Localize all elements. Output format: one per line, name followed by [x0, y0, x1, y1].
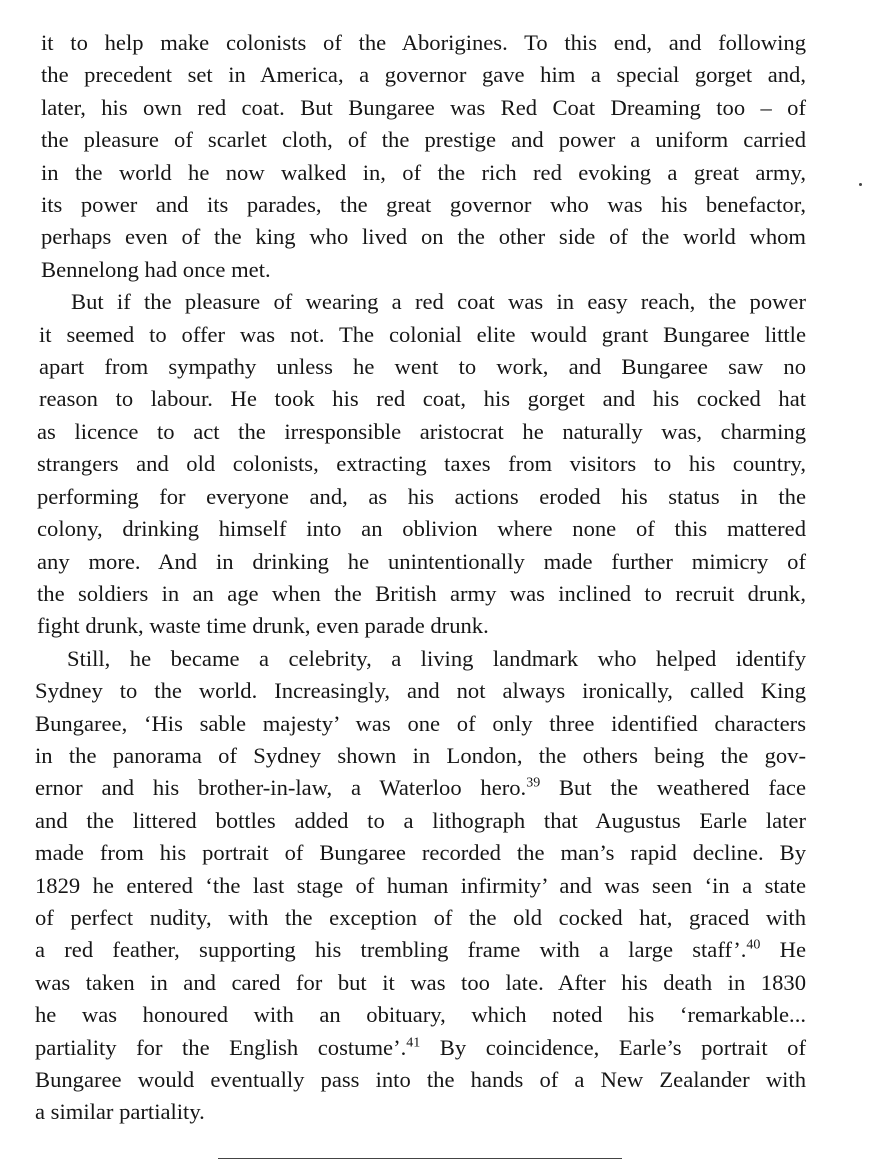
text-line: perhaps even of the king who lived on the other side of the world whom [41, 224, 806, 250]
page-bottom-rule [218, 1158, 622, 1159]
text-line: Sydney to the world. Increasingly, and not always ironically, called King [35, 678, 806, 704]
text-line: was taken in and cared for but it was too late. After his death in 1830 [35, 969, 806, 995]
text-line: the pleasure of scarlet cloth, of the prestige and power a uniform carried [41, 127, 806, 153]
footnote-marker: 39 [526, 775, 541, 791]
text-line: fight drunk, waste time drunk, even parade drunk. [37, 613, 489, 639]
text-line: 1829 he entered ‘the last stage of human infirmity’ and was seen ‘in a state [35, 872, 806, 898]
text-line: colony, drinking himself into an oblivion where none of this mattered [37, 516, 806, 542]
paragraph-first-line: But if the pleasure of wearing a red coat was in easy reach, the power [71, 289, 806, 315]
text-line: made from his portrait of Bungaree recorded the man’s rapid decline. By [35, 840, 806, 866]
text-line: reason to labour. He took his red coat, his gorget and his cocked hat [39, 386, 806, 412]
footnote-marker: 41 [406, 1035, 421, 1051]
text-line: performing for everyone and, as his actions eroded his status in the [37, 483, 806, 509]
text-segment: But the weathered face [540, 775, 806, 801]
text-line: it to help make colonists of the Aborigines. To this end, and following [41, 30, 806, 55]
text-line: any more. And in drinking he unintentionally made further mimicry of [37, 548, 806, 574]
text-line: of perfect nudity, with the exception of the old cocked hat, graced with [35, 904, 806, 930]
text-line: in the panorama of Sydney shown in London, the others being the gov- [35, 742, 806, 768]
text-line: strangers and old colonists, extracting taxes from visitors to his country, [37, 451, 806, 477]
text-segment: partiality for the English costume’. [35, 1034, 407, 1060]
paragraph-first-line: Still, he became a celebrity, a living landmark who helped identify [67, 645, 806, 671]
text-segment: He [760, 937, 806, 963]
text-line: Bungaree, ‘His sable majesty’ was one of only three identified characters [35, 710, 806, 736]
text-line: the soldiers in an age when the British army was inclined to recruit drunk, [37, 580, 806, 606]
text-line [34, 934, 806, 966]
text-segment: By coincidence, Earle’s portrait of [420, 1034, 806, 1060]
body-text [34, 27, 806, 1129]
text-line: as licence to act the irresponsible aristocrat he naturally was, charming [37, 418, 806, 444]
footnote-marker: 40 [746, 937, 761, 953]
text-segment: a red feather, supporting his trembling frame with a large staff’. [35, 937, 747, 963]
text-line: it seemed to offer was not. The colonial elite would grant Bungaree little [39, 321, 806, 347]
text-line [34, 1032, 806, 1064]
text-line: in the world he now walked in, of the rich red evoking a great army, [41, 159, 806, 185]
text-line: apart from sympathy unless he went to work, and Bungaree saw no [39, 354, 806, 380]
text-line: later, his own red coat. But Bungaree was Red Coat Dreaming too – of [41, 94, 806, 120]
text-line: Bennelong had once met. [41, 256, 271, 282]
text-segment: ernor and his brother-in-law, a Waterloo hero. [35, 775, 527, 801]
text-line [34, 772, 806, 804]
text-line: Bungaree would eventually pass into the hands of a New Zealander with [35, 1067, 806, 1092]
text-line: a similar partiality. [35, 1099, 205, 1125]
text-line: and the littered bottles added to a lithograph that Augustus Earle later [35, 807, 806, 833]
scan-speck [859, 183, 862, 186]
text-line: its power and its parades, the great governor who was his benefactor, [41, 192, 806, 218]
text-line: the precedent set in America, a governor gave him a special gorget and, [41, 62, 806, 88]
text-line: he was honoured with an obituary, which noted his ‘remarkable... [35, 1002, 806, 1028]
